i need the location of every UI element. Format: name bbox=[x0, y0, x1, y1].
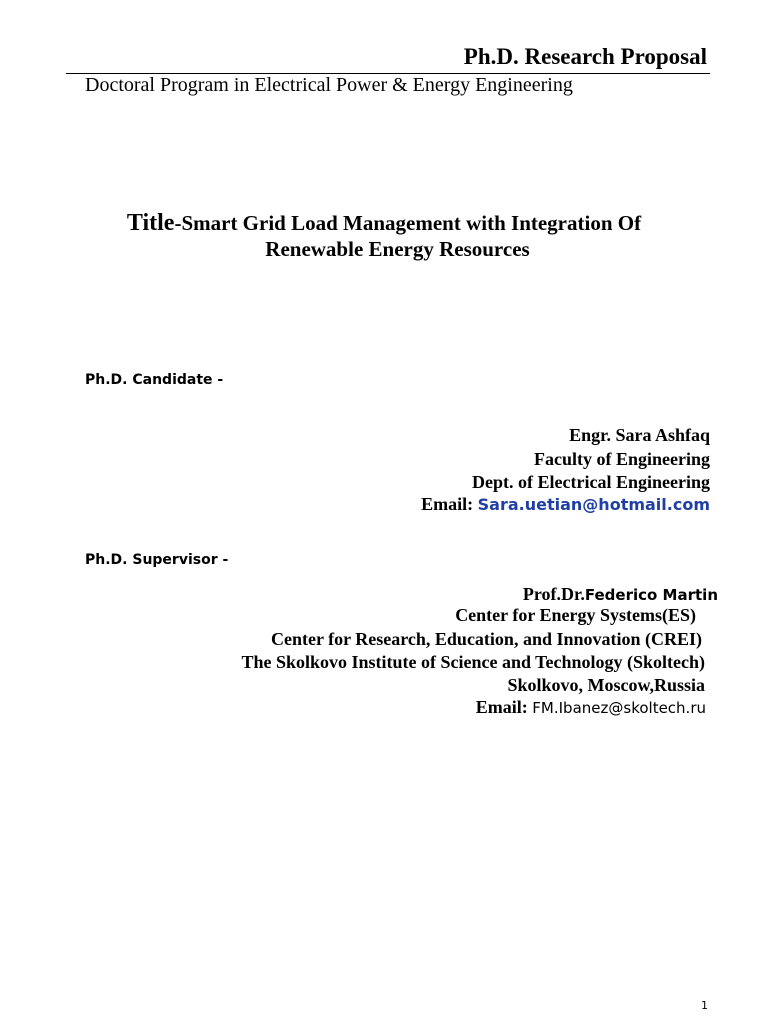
supervisor-crei: Center for Research, Education, and Innovation (CREI) bbox=[270, 629, 702, 649]
candidate-department: Dept. of Electrical Engineering bbox=[472, 472, 710, 492]
supervisor-title: Prof.Dr. bbox=[522, 584, 585, 604]
supervisor-location: Skolkovo, Moscow,Russia bbox=[507, 675, 705, 695]
title-prefix: Title bbox=[126, 210, 175, 236]
supervisor-name-line bbox=[523, 584, 718, 605]
document-title-line-1 bbox=[0, 210, 768, 237]
supervisor-email-label: Email: bbox=[475, 697, 528, 717]
supervisor-center: Center for Energy Systems(ES) bbox=[455, 605, 696, 625]
proposal-heading: Ph.D. Research Proposal bbox=[463, 44, 707, 69]
document-title-line-2: Renewable Energy Resources bbox=[265, 237, 530, 261]
title-text: -Smart Grid Load Management with Integration Of bbox=[174, 211, 642, 235]
supervisor-label: Ph.D. Supervisor - bbox=[85, 552, 229, 568]
candidate-faculty: Faculty of Engineering bbox=[534, 449, 710, 469]
program-subtitle: Doctoral Program in Electrical Power & Energy Engineering bbox=[85, 74, 573, 96]
supervisor-email-line bbox=[476, 697, 706, 718]
page-number: 1 bbox=[701, 999, 708, 1012]
candidate-email-line bbox=[421, 494, 710, 515]
supervisor-institute: The Skolkovo Institute of Science and Technology (Skoltech) bbox=[241, 652, 705, 672]
candidate-label: Ph.D. Candidate - bbox=[85, 372, 224, 388]
candidate-email-link[interactable]: Sara.uetian@hotmail.com bbox=[477, 495, 710, 514]
supervisor-name: Federico Martin bbox=[584, 586, 718, 604]
supervisor-email-link[interactable]: FM.Ibanez@skoltech.ru bbox=[532, 699, 706, 717]
candidate-email-label: Email: bbox=[421, 494, 474, 514]
candidate-name: Engr. Sara Ashfaq bbox=[569, 425, 710, 445]
